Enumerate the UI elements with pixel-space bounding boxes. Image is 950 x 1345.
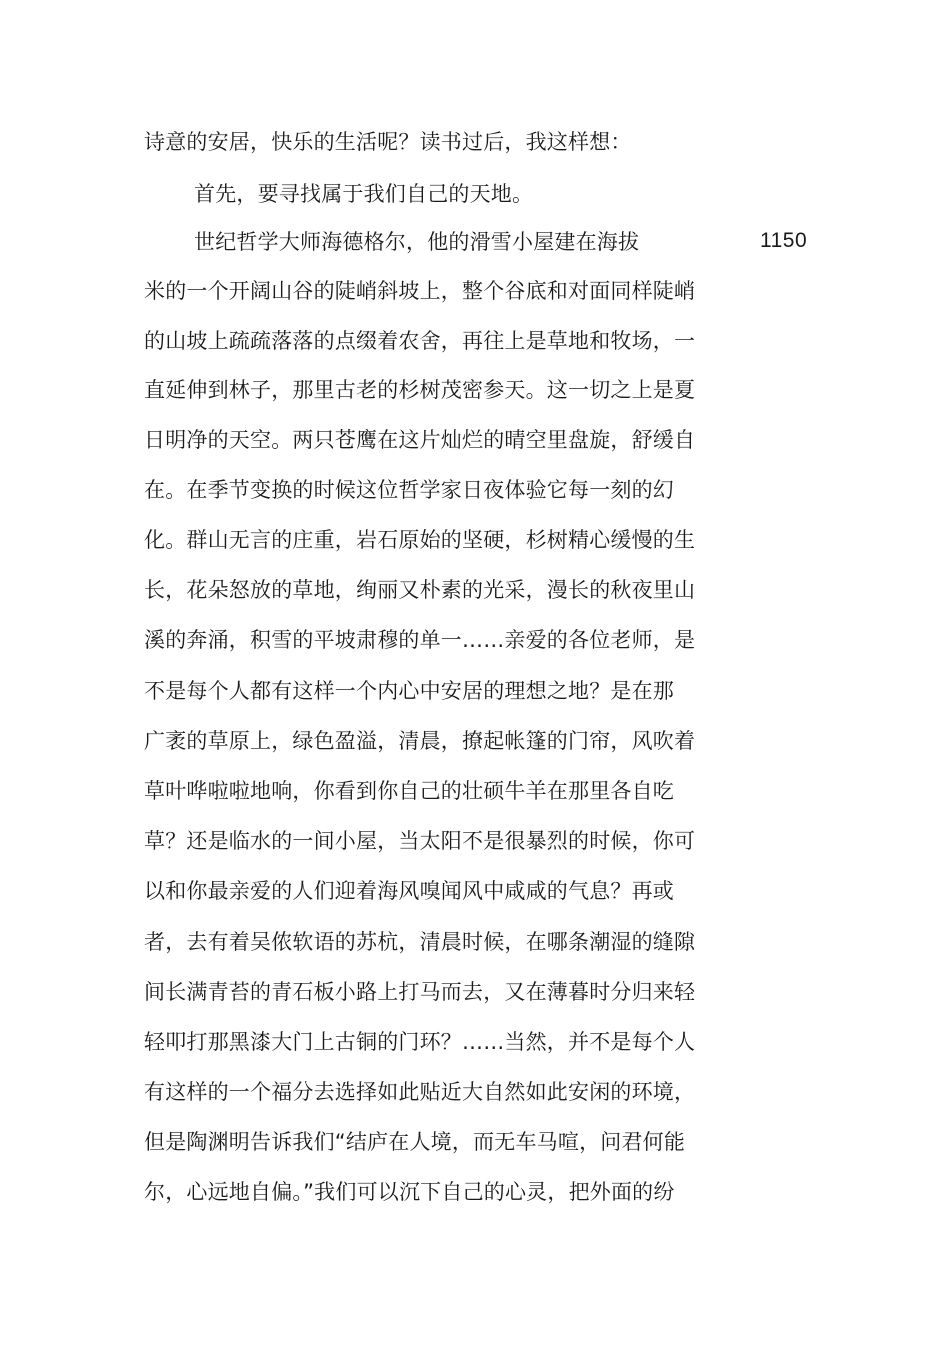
paragraph-line: 间长满青苔的青石板小路上打马而去，又在薄暮时分归来轻	[144, 980, 696, 1004]
paragraph-line: 米的一个开阔山谷的陡峭斜坡上，整个谷底和对面同样陡峭	[144, 279, 696, 303]
paragraph-line: 诗意的安居，快乐的生活呢？读书过后，我这样想：	[144, 130, 632, 154]
paragraph-line: 溪的奔涌，积雪的平坡肃穆的单一……亲爱的各位老师，是	[144, 628, 696, 652]
paragraph-line: 直延伸到林子，那里古老的杉树茂密参天。这一切之上是夏	[144, 378, 696, 402]
paragraph-line: 草叶哗啦啦地响，你看到你自己的壮硕牛羊在那里各自吃	[144, 779, 674, 803]
paragraph-line: 轻叩打那黑漆大门上古铜的门环？……当然，并不是每个人	[144, 1030, 696, 1054]
paragraph-line: 化。群山无言的庄重，岩石原始的坚硬，杉树精心缓慢的生	[144, 528, 696, 552]
paragraph-line: 长，花朵怒放的草地，绚丽又朴素的光采，漫长的秋夜里山	[144, 578, 696, 602]
margin-number: 1150	[760, 229, 808, 252]
paragraph-line: 在。在季节变换的时候这位哲学家日夜体验它每一刻的幻	[144, 478, 674, 502]
paragraph-line: 草？还是临水的一间小屋，当太阳不是很暴烈的时候，你可	[144, 829, 696, 853]
paragraph-line: 日明净的天空。两只苍鹰在这片灿烂的晴空里盘旋，舒缓自	[144, 428, 696, 452]
paragraph-line: 者，去有着吴侬软语的苏杭，清晨时候，在哪条潮湿的缝隙	[144, 930, 696, 954]
paragraph-line: 广袤的草原上，绿色盈溢，清晨，撩起帐篷的门帘，风吹着	[144, 729, 696, 753]
paragraph-line: 有这样的一个福分去选择如此贴近大自然如此安闲的环境，	[144, 1080, 696, 1104]
paragraph-line: 但是陶渊明告诉我们“结庐在人境，而无车马喧，问君何能	[144, 1130, 686, 1154]
paragraph-line: 以和你最亲爱的人们迎着海风嗅闻风中咸咸的气息？再或	[144, 879, 674, 903]
paragraph-line: 首先，要寻找属于我们自己的天地。	[194, 182, 534, 206]
paragraph-line: 世纪哲学大师海德格尔，他的滑雪小屋建在海拔	[194, 230, 640, 254]
paragraph-line: 尔，心远地自偏。”我们可以沉下自己的心灵，把外面的纷	[144, 1180, 675, 1204]
paragraph-line: 不是每个人都有这样一个内心中安居的理想之地？是在那	[144, 679, 674, 703]
paragraph-line: 的山坡上疏疏落落的点缀着农舍，再往上是草地和牧场，一	[144, 329, 696, 353]
